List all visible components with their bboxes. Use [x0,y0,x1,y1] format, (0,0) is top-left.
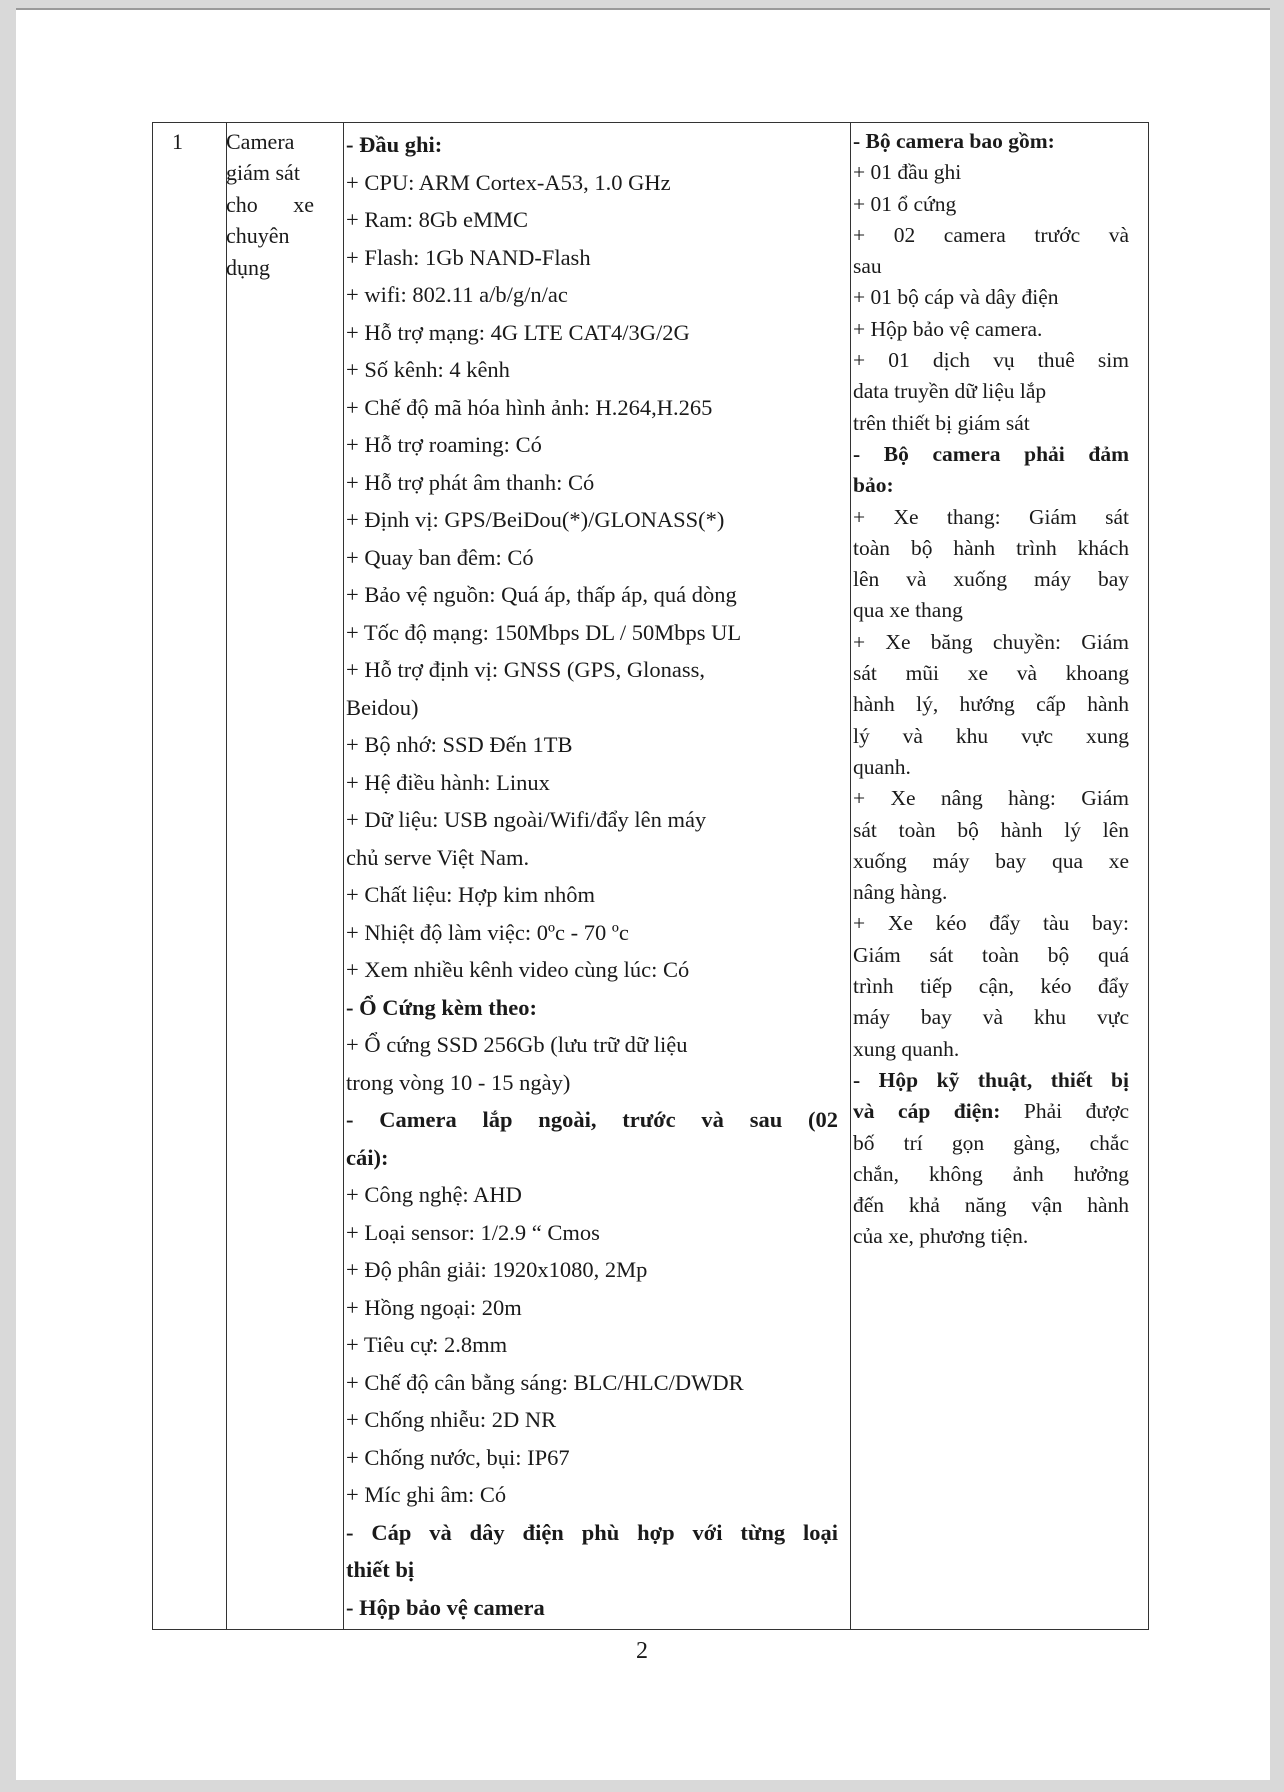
text-line [346,389,838,427]
text-line [346,314,838,352]
line-text: + Hỗ trợ phát âm thanh: Có [346,469,595,495]
line-text: + Hồng ngoại: 20m [346,1294,522,1320]
text-line [346,614,838,652]
text-line [226,220,314,251]
line-text: chuyên [226,223,290,249]
bold-text: - Ổ Cứng kèm theo: [346,994,537,1020]
text-line [346,876,838,914]
line-text: + Chế độ mã hóa hình ảnh: H.264,H.265 [346,394,713,420]
line-text: xung quanh. [853,1036,960,1061]
text-line [346,839,838,877]
text-line [346,276,838,314]
line-text: + Chống nước, bụi: IP67 [346,1444,570,1470]
line-text: Camera [226,129,295,154]
column-divider [226,122,227,1630]
line-text: + Xe băng chuyền: Giám [853,629,1129,654]
text-line [346,1064,838,1102]
line-text: đến khả năng vận hành [853,1193,1129,1218]
line-text: giám sát [226,160,300,186]
line-text: dụng [226,254,270,280]
bold-text: và cáp điện: [853,1099,1001,1124]
text-line [346,1214,838,1252]
text-line [346,1326,838,1364]
line-text: + Hỗ trợ định vị: GNSS (GPS, Glonass, [346,657,706,682]
text-line [346,426,838,464]
line-text: sát toàn bộ hành lý lên [853,817,1129,842]
text-line [853,345,1129,376]
text-line [346,351,838,389]
text-line [853,877,1129,908]
line-text: + Xem nhiều kênh video cùng lúc: Có [346,957,690,982]
requirements-cell [853,126,1129,1253]
text-line [226,126,314,157]
text-line [346,1101,838,1139]
line-text: + Định vị: GPS/BeiDou(*)/GLONASS(*) [346,507,725,532]
line-text: lên và xuống máy bay [853,567,1129,592]
line-text: nâng hàng. [853,880,948,905]
text-line [853,533,1129,564]
line-text: quanh. [853,754,911,779]
line-text: + Tốc độ mạng: 150Mbps DL / 50Mbps UL [346,619,742,645]
text-line [853,783,1129,814]
line-text: + Flash: 1Gb NAND-Flash [346,244,591,270]
line-text: + Hệ điều hành: Linux [346,769,550,795]
text-line [853,627,1129,658]
line-text: + Hộp bảo vệ camera. [853,316,1043,341]
line-text: sau [853,254,882,279]
text-line [346,164,838,202]
text-line [853,282,1129,313]
line-text: Beidou) [346,694,419,720]
text-line [853,1159,1129,1190]
text-line [853,408,1129,439]
text-line [853,689,1129,720]
text-line [853,721,1129,752]
line-text: xuống máy bay qua xe [853,848,1129,873]
line-text: + Xe thang: Giám sát [853,504,1129,529]
column-divider [343,122,344,1630]
text-line [226,157,314,188]
line-text: + Chất liệu: Hợp kim nhôm [346,882,595,907]
text-line [853,470,1129,501]
text-line [346,1401,838,1439]
text-line [853,314,1129,345]
line-text: + Xe nâng hàng: Giám [853,786,1129,811]
text-line [853,752,1129,783]
text-line [853,189,1129,220]
line-text: + Tiêu cự: 2.8mm [346,1332,508,1357]
specifications-cell [346,126,838,1626]
text-line [346,1251,838,1289]
line-text: Giám sát toàn bộ quá [853,942,1129,967]
line-text: + Xe kéo đẩy tàu bay: [853,911,1129,936]
text-line [346,801,838,839]
line-text: + Độ phân giải: 1920x1080, 2Mp [346,1257,648,1282]
line-text: + Chế độ cân bằng sáng: BLC/HLC/DWDR [346,1369,744,1395]
line-text: + 01 đầu ghi [853,160,962,185]
line-text: toàn bộ hành trình khách [853,535,1129,560]
line-text: + Hỗ trợ mạng: 4G LTE CAT4/3G/2G [346,319,690,345]
bold-text: thiết bị [346,1557,415,1582]
line-text: + wifi: 802.11 a/b/g/n/ac [346,282,568,307]
line-text: + Số kênh: 4 kênh [346,357,510,382]
bold-text: - Cáp và dây điện phù hợp với từng loại [346,1519,838,1545]
text-line [346,914,838,952]
line-text: sát mũi xe và khoang [853,661,1129,686]
text-line [346,1476,838,1514]
text-line [853,846,1129,877]
line-text: + Chống nhiễu: 2D NR [346,1407,557,1432]
text-line [226,189,314,220]
line-text: + Ổ cứng SSD 256Gb (lưu trữ dữ liệu [346,1032,688,1057]
line-text: + 01 dịch vụ thuê sim [853,348,1129,373]
text-line [853,502,1129,533]
text-line [853,1065,1129,1096]
line-text: + Hỗ trợ roaming: Có [346,432,542,457]
bold-text: - Hộp bảo vệ camera [346,1594,545,1620]
text-line [853,971,1129,1002]
text-line [853,1096,1129,1127]
line-text: + Dữ liệu: USB ngoài/Wifi/đẩy lên máy [346,807,707,832]
text-line [346,576,838,614]
text-line [346,989,838,1027]
text-line [346,951,838,989]
row-number: 1 [172,129,183,154]
text-line [853,157,1129,188]
text-line [853,220,1129,251]
bold-text: - Đầu ghi: [346,132,443,157]
line-text: + Nhiệt độ làm việc: 0ºc - 70 ºc [346,919,629,945]
text-line [853,1128,1129,1159]
text-line [346,201,838,239]
line-text: chủ serve Việt Nam. [346,844,530,870]
text-line [853,658,1129,689]
text-line [346,539,838,577]
line-text: máy bay và khu vực [853,1005,1129,1030]
text-line [853,251,1129,282]
text-line [853,564,1129,595]
text-line [853,1190,1129,1221]
line-text: trong vòng 10 - 15 ngày) [346,1069,571,1095]
page-number: 2 [636,1638,648,1664]
text-line [853,1034,1129,1065]
line-text: + 02 camera trước và [853,222,1129,247]
line-text: hành lý, hướng cấp hành [853,692,1129,717]
line-text: + 01 ổ cứng [853,191,957,216]
text-line [346,1139,838,1177]
text-line [346,764,838,802]
text-line [346,1026,838,1064]
text-line [346,1551,838,1589]
bold-text: - Hộp kỹ thuật, thiết bị [853,1067,1129,1092]
line-text: lý và khu vực xung [853,723,1129,748]
text-line [346,1589,838,1627]
line-text: trình tiếp cận, kéo đẩy [853,974,1129,999]
text-line [853,376,1129,407]
line-text: + Bộ nhớ: SSD Đến 1TB [346,732,573,757]
line-text: Phải được [1000,1099,1129,1124]
line-text: + 01 bộ cáp và dây điện [853,285,1059,310]
text-line [346,1364,838,1402]
text-line [226,252,314,283]
text-line [346,689,838,727]
line-text: chắn, không ảnh hưởng [853,1161,1129,1186]
text-line [853,1221,1129,1252]
text-line [853,940,1129,971]
text-line [853,126,1129,157]
line-text: + CPU: ARM Cortex-A53, 1.0 GHz [346,169,671,195]
text-line [346,126,838,164]
text-line [346,651,838,689]
line-text: bố trí gọn gàng, chắc [853,1130,1129,1155]
text-line [853,815,1129,846]
bold-text: - Bộ camera bao gồm: [853,129,1055,153]
line-text: trên thiết bị giám sát [853,410,1030,435]
bold-text: cái): [346,1144,389,1170]
item-name-cell [226,126,314,283]
text-line [346,1439,838,1477]
bold-text: - Bộ camera phải đảm [853,441,1129,466]
text-line [853,1002,1129,1033]
text-line [346,1289,838,1327]
text-line [853,908,1129,939]
text-line [346,1514,838,1552]
line-text: + Loại sensor: 1/2.9 “ Cmos [346,1219,600,1245]
text-line [346,501,838,539]
line-text: data truyền dữ liệu lắp [853,379,1047,404]
line-text: cho xe [226,191,314,217]
line-text: + Công nghệ: AHD [346,1182,522,1207]
line-text: của xe, phương tiện. [853,1224,1029,1249]
text-line [346,726,838,764]
text-line [346,1176,838,1214]
text-line [853,595,1129,626]
text-line [346,239,838,277]
line-text: qua xe thang [853,598,963,623]
text-line [853,439,1129,470]
line-text: + Ram: 8Gb eMMC [346,207,529,232]
bold-text: - Camera lắp ngoài, trước và sau (02 [346,1107,838,1132]
line-text: + Bảo vệ nguồn: Quá áp, thấp áp, quá dòng [346,582,737,607]
column-divider [850,122,851,1630]
line-text: + Quay ban đêm: Có [346,544,534,570]
bold-text: bảo: [853,473,894,498]
line-text: + Míc ghi âm: Có [346,1482,507,1507]
text-line [346,464,838,502]
